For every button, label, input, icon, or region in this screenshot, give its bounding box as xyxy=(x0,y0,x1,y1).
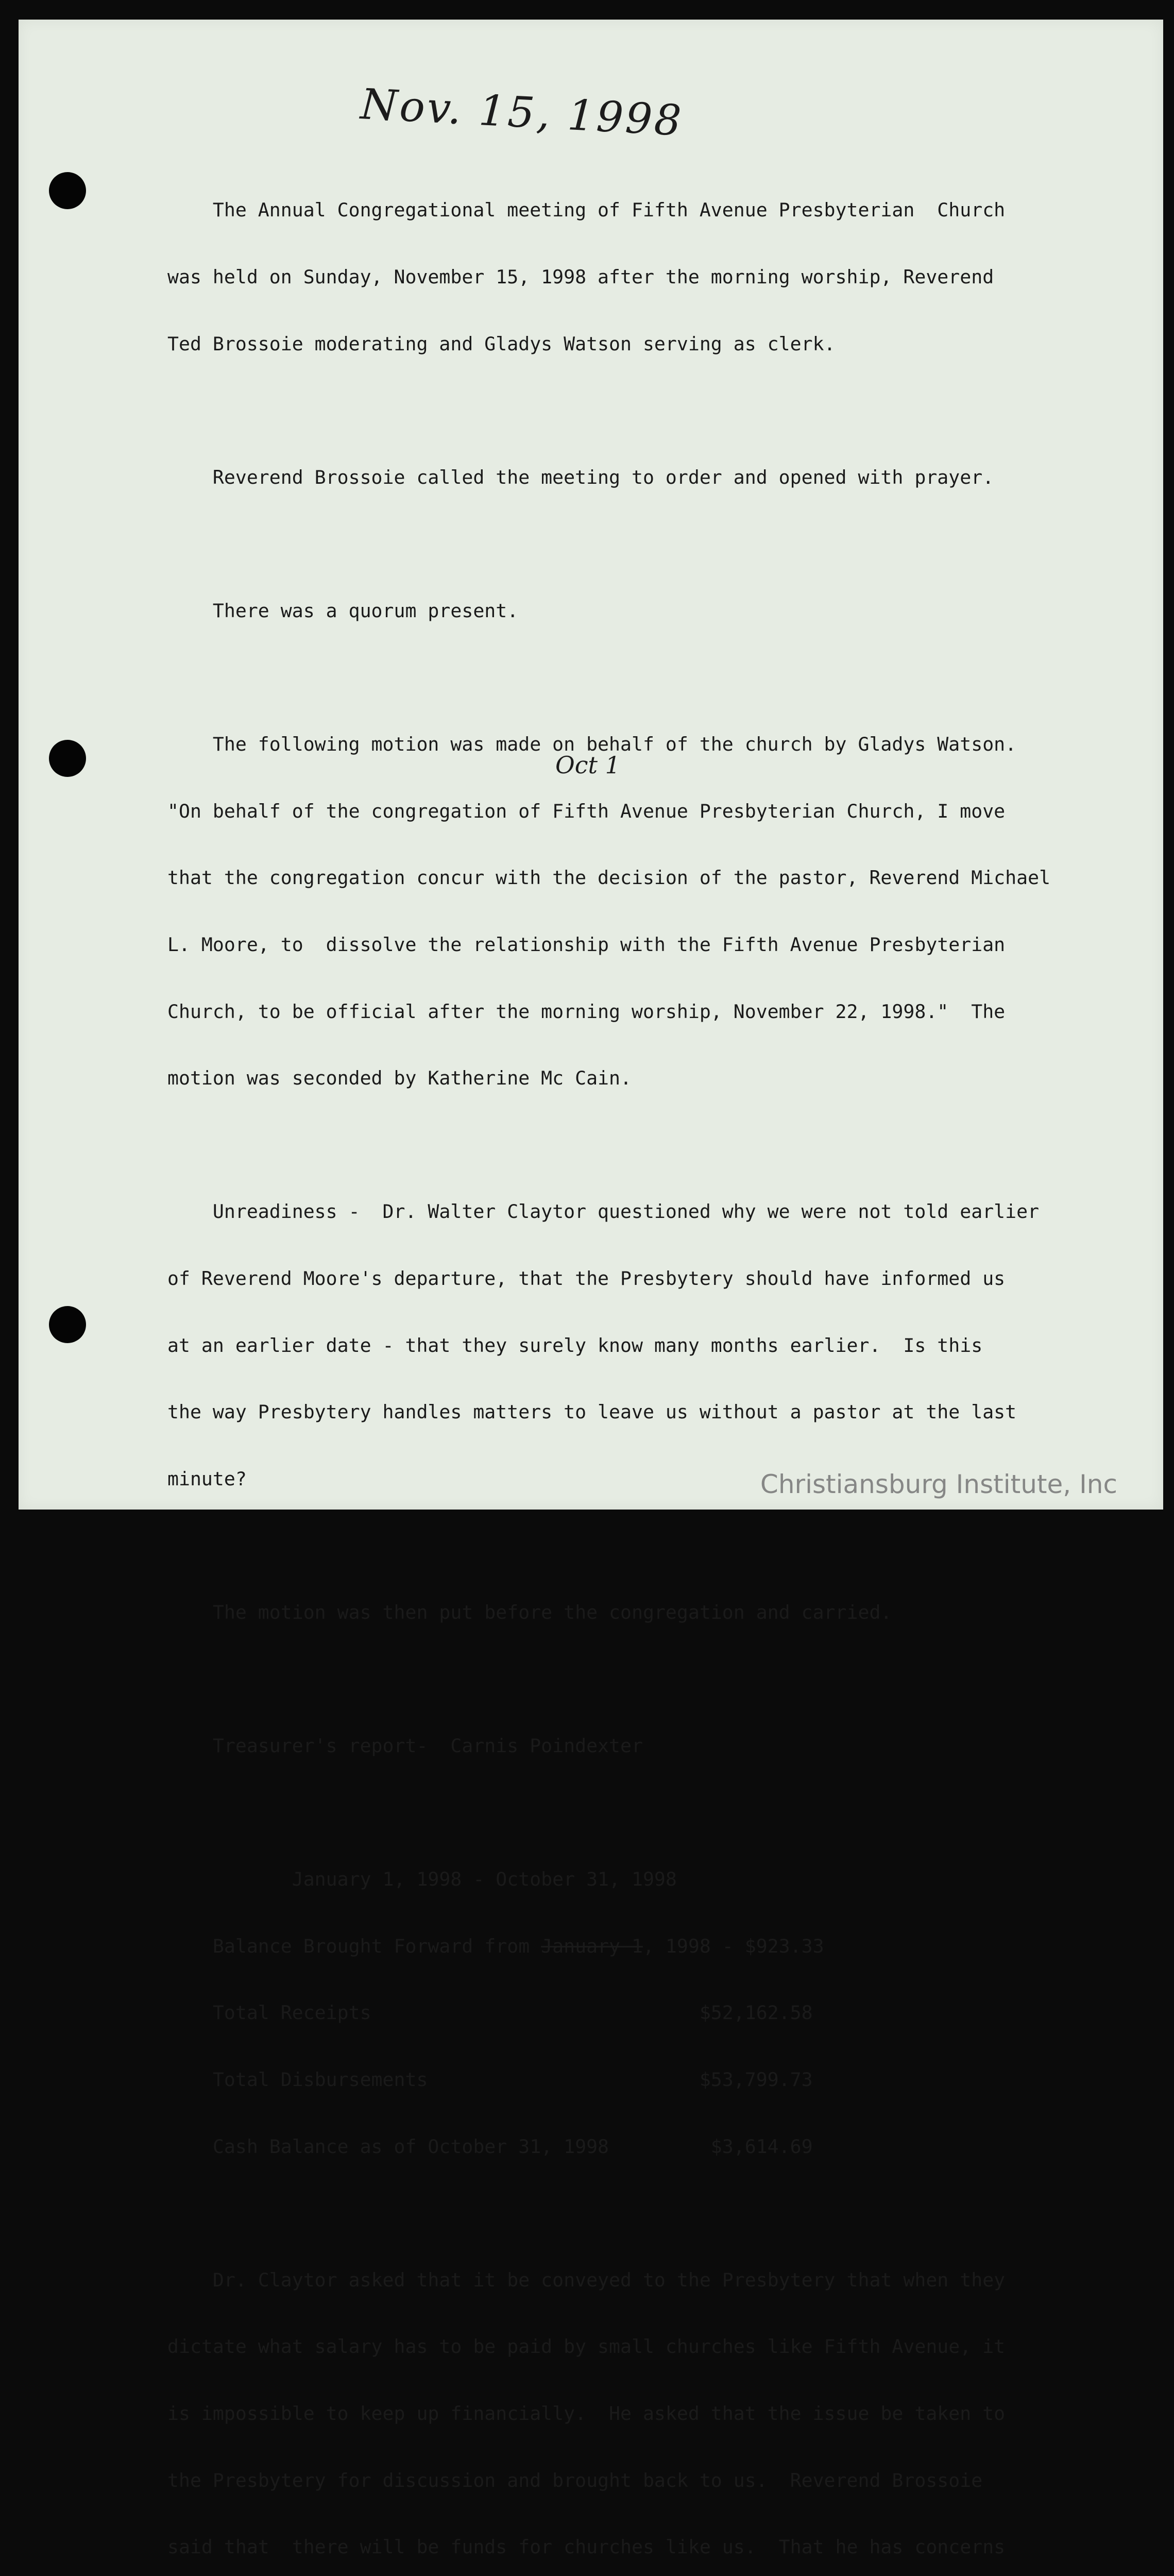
binder-hole-top xyxy=(49,172,86,209)
motion-line-4: L. Moore, to dissolve the relationship with the Fifth Avenue Presbyterian xyxy=(167,933,1006,956)
motion-line-1: The following motion was made on behalf of the church by Gladys Watson. xyxy=(167,733,1017,756)
motion-line-6: motion was seconded by Katherine Mc Cain. xyxy=(167,1067,632,1090)
motion-line-2: "On behalf of the congregation of Fifth Avenue Presbyterian Church, I move xyxy=(167,800,1006,822)
handwritten-correction: Oct 1 xyxy=(555,751,620,779)
claytor-line-2: dictate what salary has to be paid by small churches like Fifth Avenue, it xyxy=(167,2335,1006,2358)
balance-prefix: Balance Brought Forward from xyxy=(167,1935,541,1957)
treasurer-heading: Treasurer's report- Carnis Poindexter xyxy=(167,1735,643,1757)
handwritten-date: Nov. 15, 1998 xyxy=(359,80,685,146)
total-disbursements-line: Total Disbursements $53,799.73 xyxy=(167,2069,813,2091)
unreadiness-line-1: Unreadiness - Dr. Walter Claytor questioned why we were not told earlier xyxy=(167,1200,1040,1223)
opening-line-2: was held on Sunday, November 15, 1998 after the morning worship, Reverend xyxy=(167,266,994,288)
claytor-line-4: the Presbytery for discussion and brought back to us. Reverend Brossoie xyxy=(167,2469,983,2492)
watermark-text: Christiansburg Institute, Inc xyxy=(760,1469,1117,1499)
unreadiness-line-5: minute? xyxy=(167,1467,247,1490)
cash-balance-line: Cash Balance as of October 31, 1998 $3,614.69 xyxy=(167,2135,813,2158)
call-to-order-line: Reverend Brossoie called the meeting to order and opened with prayer. xyxy=(167,466,994,488)
binder-hole-middle xyxy=(49,740,86,777)
opening-line-3: Ted Brossoie moderating and Gladys Watson serving as clerk. xyxy=(167,332,836,355)
report-period: January 1, 1998 - October 31, 1998 xyxy=(167,1868,677,1891)
carried-line: The motion was then put before the congregation and carried. xyxy=(167,1601,892,1623)
motion-line-5: Church, to be official after the morning worship, November 22, 1998." The xyxy=(167,1000,1006,1023)
motion-line-3: that the congregation concur with the decision of the pastor, Reverend Michael xyxy=(167,867,1051,889)
claytor-line-5: said that there will be funds for churches like us. That he has concerns xyxy=(167,2536,1006,2558)
unreadiness-line-2: of Reverend Moore's departure, that the Presbytery should have informed us xyxy=(167,1267,1006,1290)
claytor-line-1: Dr. Claytor asked that it be conveyed to the Presbytery that when they xyxy=(167,2268,1006,2291)
opening-line-1: The Annual Congregational meeting of Fifth Avenue Presbyterian Church xyxy=(167,199,1006,222)
meeting-minutes-body xyxy=(167,155,1050,2576)
balance-suffix: , 1998 - $923.33 xyxy=(642,1935,824,1957)
unreadiness-line-3: at an earlier date - that they surely know many months earlier. Is this xyxy=(167,1334,983,1357)
total-receipts-line: Total Receipts $52,162.58 xyxy=(167,2002,813,2024)
binder-hole-bottom xyxy=(49,1306,86,1343)
claytor-line-3: is impossible to keep up financially. He asked that the issue be taken to xyxy=(167,2402,1006,2425)
balance-forward-line xyxy=(167,1935,1050,1957)
struck-date: January 1 xyxy=(541,1935,643,1957)
unreadiness-line-4: the way Presbytery handles matters to leave us without a pastor at the last xyxy=(167,1401,1017,1423)
quorum-line: There was a quorum present. xyxy=(167,599,519,622)
